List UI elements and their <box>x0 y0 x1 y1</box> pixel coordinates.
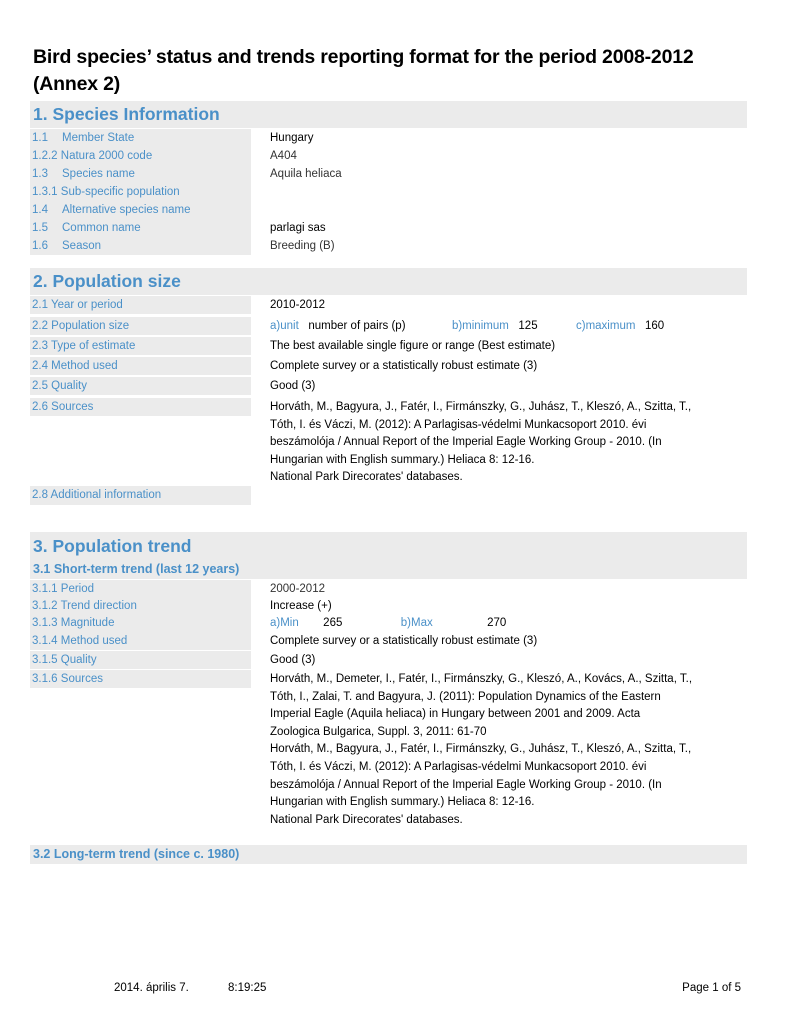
value-season: Breeding (B) <box>270 240 335 252</box>
section-heading-population-size: 2. Population size <box>30 268 747 295</box>
source-line: beszámolója / Annual Report of the Imperial Eagle Working Group - 2010. (In <box>270 778 662 791</box>
label-year-or-period: 2.1 Year or period <box>30 296 251 314</box>
label-natura-code <box>30 147 251 165</box>
label-trend-quality: 3.1.5 Quality <box>30 651 251 669</box>
label-number: 1.3.1 <box>32 186 58 198</box>
label-type-of-estimate: 2.3 Type of estimate <box>30 337 251 355</box>
label-text: Alternative species name <box>62 204 191 216</box>
source-line: Hungarian with English summary.) Heliaca 8: 12-16. <box>270 453 535 466</box>
source-line: Tóth, I., Zalai, T. and Bagyura, J. (2011): Population Dynamics of the Eastern <box>270 690 661 703</box>
value-trend-direction: Increase (+) <box>270 600 332 612</box>
label-text: Member State <box>62 132 135 144</box>
label-population-size: 2.2 Population size <box>30 317 251 335</box>
value-population-size <box>270 317 664 335</box>
label-sources: 2.6 Sources <box>30 398 251 416</box>
source-line: Imperial Eagle (Aquila heliaca) in Hungary between 2001 and 2009. Acta <box>270 708 641 721</box>
label-text: Sub-specific population <box>60 186 180 198</box>
label-method-used: 2.4 Method used <box>30 357 251 375</box>
source-line: Hungarian with English summary.) Heliaca 8: 12-16. <box>270 796 535 809</box>
value-trend-method-used: Complete survey or a statistically robust estimate (3) <box>270 635 538 647</box>
label-number: 1.4 <box>32 204 48 216</box>
label-additional-information: 2.8 Additional information <box>30 486 251 505</box>
value-member-state: Hungary <box>270 132 314 144</box>
unit-value: number of pairs (p) <box>308 320 406 332</box>
label-member-state <box>30 129 251 147</box>
label-text: Season <box>62 240 102 252</box>
value-trend-period: 2000-2012 <box>270 583 325 595</box>
source-line: Horváth, M., Bagyura, J., Fatér, I., Firmánszky, G., Juhász, T., Kleszó, A., Szitta, T., <box>270 401 692 413</box>
label-alternative-species-name <box>30 201 251 219</box>
label-trend-period: 3.1.1 Period <box>30 580 251 598</box>
value-species-name: Aquila heliaca <box>270 168 342 180</box>
subsection-heading-long-term-trend: 3.2 Long-term trend (since c. 1980) <box>30 845 747 864</box>
label-number: 1.6 <box>32 240 48 252</box>
value-method-used: Complete survey or a statistically robust estimate (3) <box>270 360 538 372</box>
source-line: Zoologica Bulgarica, Suppl. 3, 2011: 61-70 <box>270 725 487 738</box>
label-number: 1.1 <box>32 132 48 144</box>
footer-page-number: Page 1 of 5 <box>682 982 741 994</box>
source-line: Tóth, I. és Váczi, M. (2012): A Parlagisas-védelmi Munkacsoport 2010. évi <box>270 418 647 431</box>
max-key: b)Max <box>400 617 433 629</box>
label-number: 1.3 <box>32 168 48 180</box>
footer-time: 8:19:25 <box>228 982 267 994</box>
value-common-name: parlagi sas <box>270 222 326 234</box>
min-value: 265 <box>323 617 343 629</box>
min-key: a)Min <box>270 617 299 629</box>
source-line: Tóth, I. és Váczi, M. (2012): A Parlagisas-védelmi Munkacsoport 2010. évi <box>270 760 647 773</box>
label-text: Common name <box>62 222 141 234</box>
source-line: Horváth, M., Bagyura, J., Fatér, I., Firmánszky, G., Juhász, T., Kleszó, A., Szitta, T., <box>270 743 692 756</box>
label-number: 1.5 <box>32 222 48 234</box>
document-title: Bird species’ status and trends reporting format for the period 2008-2012 (Annex 2) <box>33 46 694 95</box>
section-heading-population-trend: 3. Population trend <box>30 532 747 560</box>
value-natura-code: A404 <box>270 150 297 162</box>
value-trend-quality: Good (3) <box>270 654 316 666</box>
value-year-or-period: 2010-2012 <box>270 299 325 311</box>
label-quality: 2.5 Quality <box>30 377 251 395</box>
footer-date: 2014. április 7. <box>114 982 189 994</box>
minimum-key: b)minimum <box>451 320 509 332</box>
sources-list <box>270 399 750 487</box>
minimum-value: 125 <box>518 320 538 332</box>
value-trend-magnitude <box>270 614 506 632</box>
source-line: National Park Direcorates' databases. <box>270 813 463 826</box>
value-quality: Good (3) <box>270 380 316 392</box>
label-trend-direction: 3.1.2 Trend direction <box>30 597 251 615</box>
max-value: 270 <box>487 617 507 629</box>
label-number: 1.2.2 <box>32 150 58 162</box>
subsection-heading-short-term-trend: 3.1 Short-term trend (last 12 years) <box>30 560 747 579</box>
source-line: Horváth, M., Demeter, I., Fatér, I., Firmánszky, G., Kleszó, A., Kovács, A., Szitta, T., <box>270 673 693 685</box>
label-trend-sources: 3.1.6 Sources <box>30 670 251 688</box>
label-trend-magnitude: 3.1.3 Magnitude <box>30 614 251 632</box>
value-type-of-estimate: The best available single figure or range (Best estimate) <box>270 340 556 352</box>
unit-key: a)unit <box>270 320 299 332</box>
source-line: National Park Direcorates' databases. <box>270 471 463 484</box>
source-line: beszámolója / Annual Report of the Imperial Eagle Working Group - 2010. (In <box>270 436 662 449</box>
label-common-name <box>30 219 251 237</box>
section-heading-species-information: 1. Species Information <box>30 101 747 128</box>
label-text: Species name <box>62 168 135 180</box>
label-trend-method-used: 3.1.4 Method used <box>30 632 251 650</box>
label-season <box>30 237 251 255</box>
trend-sources-list <box>270 671 750 829</box>
maximum-value: 160 <box>645 320 665 332</box>
label-text: Natura 2000 code <box>60 150 153 162</box>
maximum-key: c)maximum <box>576 320 636 332</box>
label-sub-specific-population <box>30 183 251 201</box>
label-species-name <box>30 165 251 183</box>
